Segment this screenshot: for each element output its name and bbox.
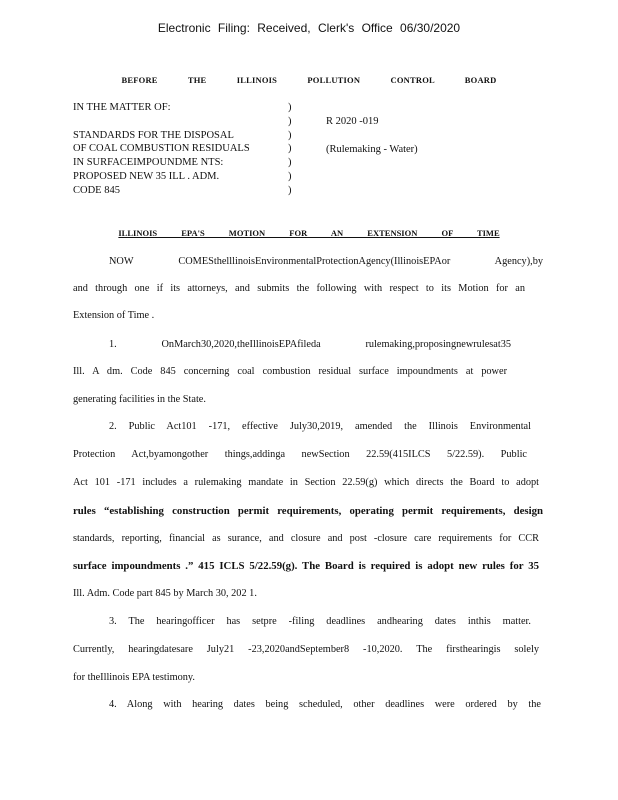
body-line: Ill. Adm. Code part 845 by March 30, 202 1. bbox=[73, 588, 257, 599]
body-line: standards, reporting, financial as surance, and closure and post -closure care requirements for CCR bbox=[73, 533, 539, 544]
caption-line: STANDARDS FOR THE DISPOSAL bbox=[73, 129, 234, 141]
paren: ) bbox=[288, 129, 292, 141]
paren: ) bbox=[288, 184, 292, 196]
body-line: and through one if its attorneys, and submits the following with respect to its Motion for an bbox=[73, 283, 525, 294]
caption-line: IN THE MATTER OF: bbox=[73, 102, 171, 113]
board-title: BEFORE THE ILLINOIS POLLUTION CONTROL BOARD bbox=[121, 75, 497, 85]
rulemaking-type: (Rulemaking - Water) bbox=[326, 143, 418, 155]
body-line: Extension of Time . bbox=[73, 310, 155, 321]
body-line: Protection Act,byamongother things,addinga newSection 22.59(415ILCS 5/22.59). Public bbox=[73, 449, 527, 460]
body-line: 2. Public Act101 -171, effective July30,2019, amended the Illinois Environmental bbox=[109, 421, 531, 432]
paren: ) bbox=[288, 170, 292, 182]
body-line: Ill. A dm. Code 845 concerning coal combustion residual surface impoundments at power bbox=[73, 366, 507, 377]
caption-line: PROPOSED NEW 35 ILL . ADM. bbox=[73, 170, 220, 182]
body-line: Act 101 -171 includes a rulemaking mandate in Section 22.59(g) which directs the Board to adopt bbox=[73, 477, 539, 488]
caption-divider bbox=[288, 101, 292, 198]
body-line: 1. OnMarch30,2020,theIllinoisEPAfileda rulemaking,proposingnewrulesat35 bbox=[109, 339, 511, 350]
body-line: for theIllinois EPA testimony. bbox=[73, 672, 195, 683]
filing-stamp: Electronic Filing: Received, Clerk's Office 06/30/2020 bbox=[157, 21, 461, 35]
motion-title-text: ILLINOIS EPA'S MOTION FOR AN EXTENSION OF TIME bbox=[118, 228, 500, 238]
caption-line: CODE 845 bbox=[73, 184, 120, 196]
paren: ) bbox=[288, 143, 292, 155]
body-line: generating facilities in the State. bbox=[73, 394, 206, 405]
docket-number: R 2020 -019 bbox=[326, 116, 379, 127]
paren: ) bbox=[288, 157, 292, 169]
caption-line: IN SURFACEIMPOUNDME NTS: bbox=[73, 157, 224, 169]
body-line: NOW COMESthelllinoisEnvironmentalProtectionAgency(IllinoisEPAor Agency),by bbox=[109, 256, 543, 267]
case-caption bbox=[73, 101, 273, 198]
body-line: Currently, hearingdatesare July21 -23,2020andSeptember8 -10,2020. The firsthearingis solely bbox=[73, 644, 539, 655]
paren: ) bbox=[288, 102, 292, 113]
caption-line: OF COAL COMBUSTION RESIDUALS bbox=[73, 143, 250, 155]
motion-title bbox=[0, 228, 618, 238]
body-line: 3. The hearingofficer has setpre -filing deadlines andhearing dates inthis matter. bbox=[109, 616, 531, 627]
body-line: rules “establishing construction permit requirements, operating permit requirements, design bbox=[73, 505, 543, 517]
body-line: surface impoundments .” 415 ICLS 5/22.59(g). The Board is required is adopt new rules for 35 bbox=[73, 560, 539, 572]
body-line: 4. Along with hearing dates being scheduled, other deadlines were ordered by the bbox=[109, 699, 541, 710]
docket-info bbox=[326, 115, 418, 156]
paren: ) bbox=[288, 115, 292, 127]
